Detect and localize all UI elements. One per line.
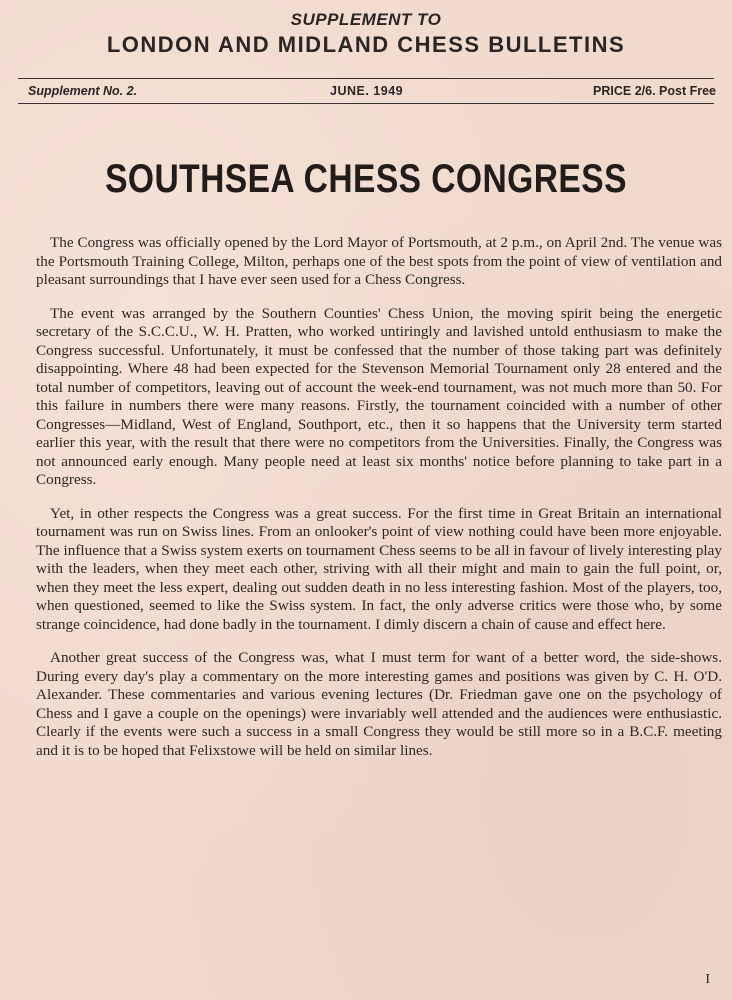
- article-paragraph: The Congress was officially opened by the Lord Mayor of Portsmouth, at 2 p.m., on April 2nd. The venue was the Portsmouth Training College, Milton, perhaps one of the best spots from the point of view of ventilation and pleasant surroundings that I have ever seen used for a Chess Congress.: [36, 234, 722, 288]
- supplement-to-label: SUPPLEMENT TO: [290, 10, 442, 29]
- article-paragraph: The event was arranged by the Southern Counties' Chess Union, the moving spirit being the energetic secretary of the S.C.C.U., W. H. Pratten, who worked untiringly and lavished untold enthusiasm to make the Congress successful. Unfortunately, it must be confessed that the number of those taking part was definitely disappointing. Where 48 had been expected for the Stevenson Memorial Tournament only 28 entered and the total number of competitors, leaving out of account the week-end tournament, was not much more than 50. For this failure in numbers there were many reasons. Firstly, the tournament coincided with a number of other Congresses—Midland, West of England, Southport, etc., then it so happens that the University term started earlier this year, with the result that there were no competitors from the Universities. Finally, the Congress was not announced early enough. Many people need at least six months' notice before planning to take part in a Congress.: [36, 304, 722, 488]
- issue-price: PRICE 2/6. Post Free: [593, 84, 716, 98]
- publication-title: LONDON AND MIDLAND CHESS BULLETINS: [106, 32, 626, 57]
- article-title: SOUTHSEA CHESS CONGRESS: [105, 157, 627, 201]
- masthead-rule-top: [18, 78, 714, 79]
- supplement-number: Supplement No. 2.: [28, 84, 138, 98]
- issue-date: JUNE. 1949: [330, 84, 404, 98]
- page-number: I: [705, 972, 710, 987]
- article-body: [36, 234, 722, 775]
- article-paragraph: Another great success of the Congress was, what I must term for want of a better word, the side-shows. During every day's play a commentary on the more interesting games and positions was given by C. H. O'D. Alexander. These commentaries and various evening lectures (Dr. Friedman gave one on the psychology of Chess and I gave a couple on the openings) were invariably well attended and the audiences were enthusiastic. Clearly if the events were such a success in a small Congress they would be still more so in a B.C.F. meeting and it is to be hoped that Felixstowe will be held on similar lines.: [36, 649, 722, 759]
- article-paragraph: Yet, in other respects the Congress was a great success. For the first time in Great Britain an international tournament was run on Swiss lines. From an onlooker's point of view nothing could have been more enjoyable. The influence that a Swiss system exerts on tournament Chess seems to be all in favour of lively interesting play with the leaders, when they meet each other, striving with all their might and main to gain the full point, or, when they meet the less expert, dealing out sudden death in no less interesting fashion. Most of the players, too, when questioned, seemed to like the Swiss system. In fact, the only adverse critics were those who, by some strange coincidence, had done badly in the tournament. I dimly discern a chain of cause and effect here.: [36, 504, 722, 633]
- masthead-rule-bottom: [18, 103, 714, 104]
- issue-info-row: [28, 81, 716, 101]
- masthead: [28, 10, 704, 58]
